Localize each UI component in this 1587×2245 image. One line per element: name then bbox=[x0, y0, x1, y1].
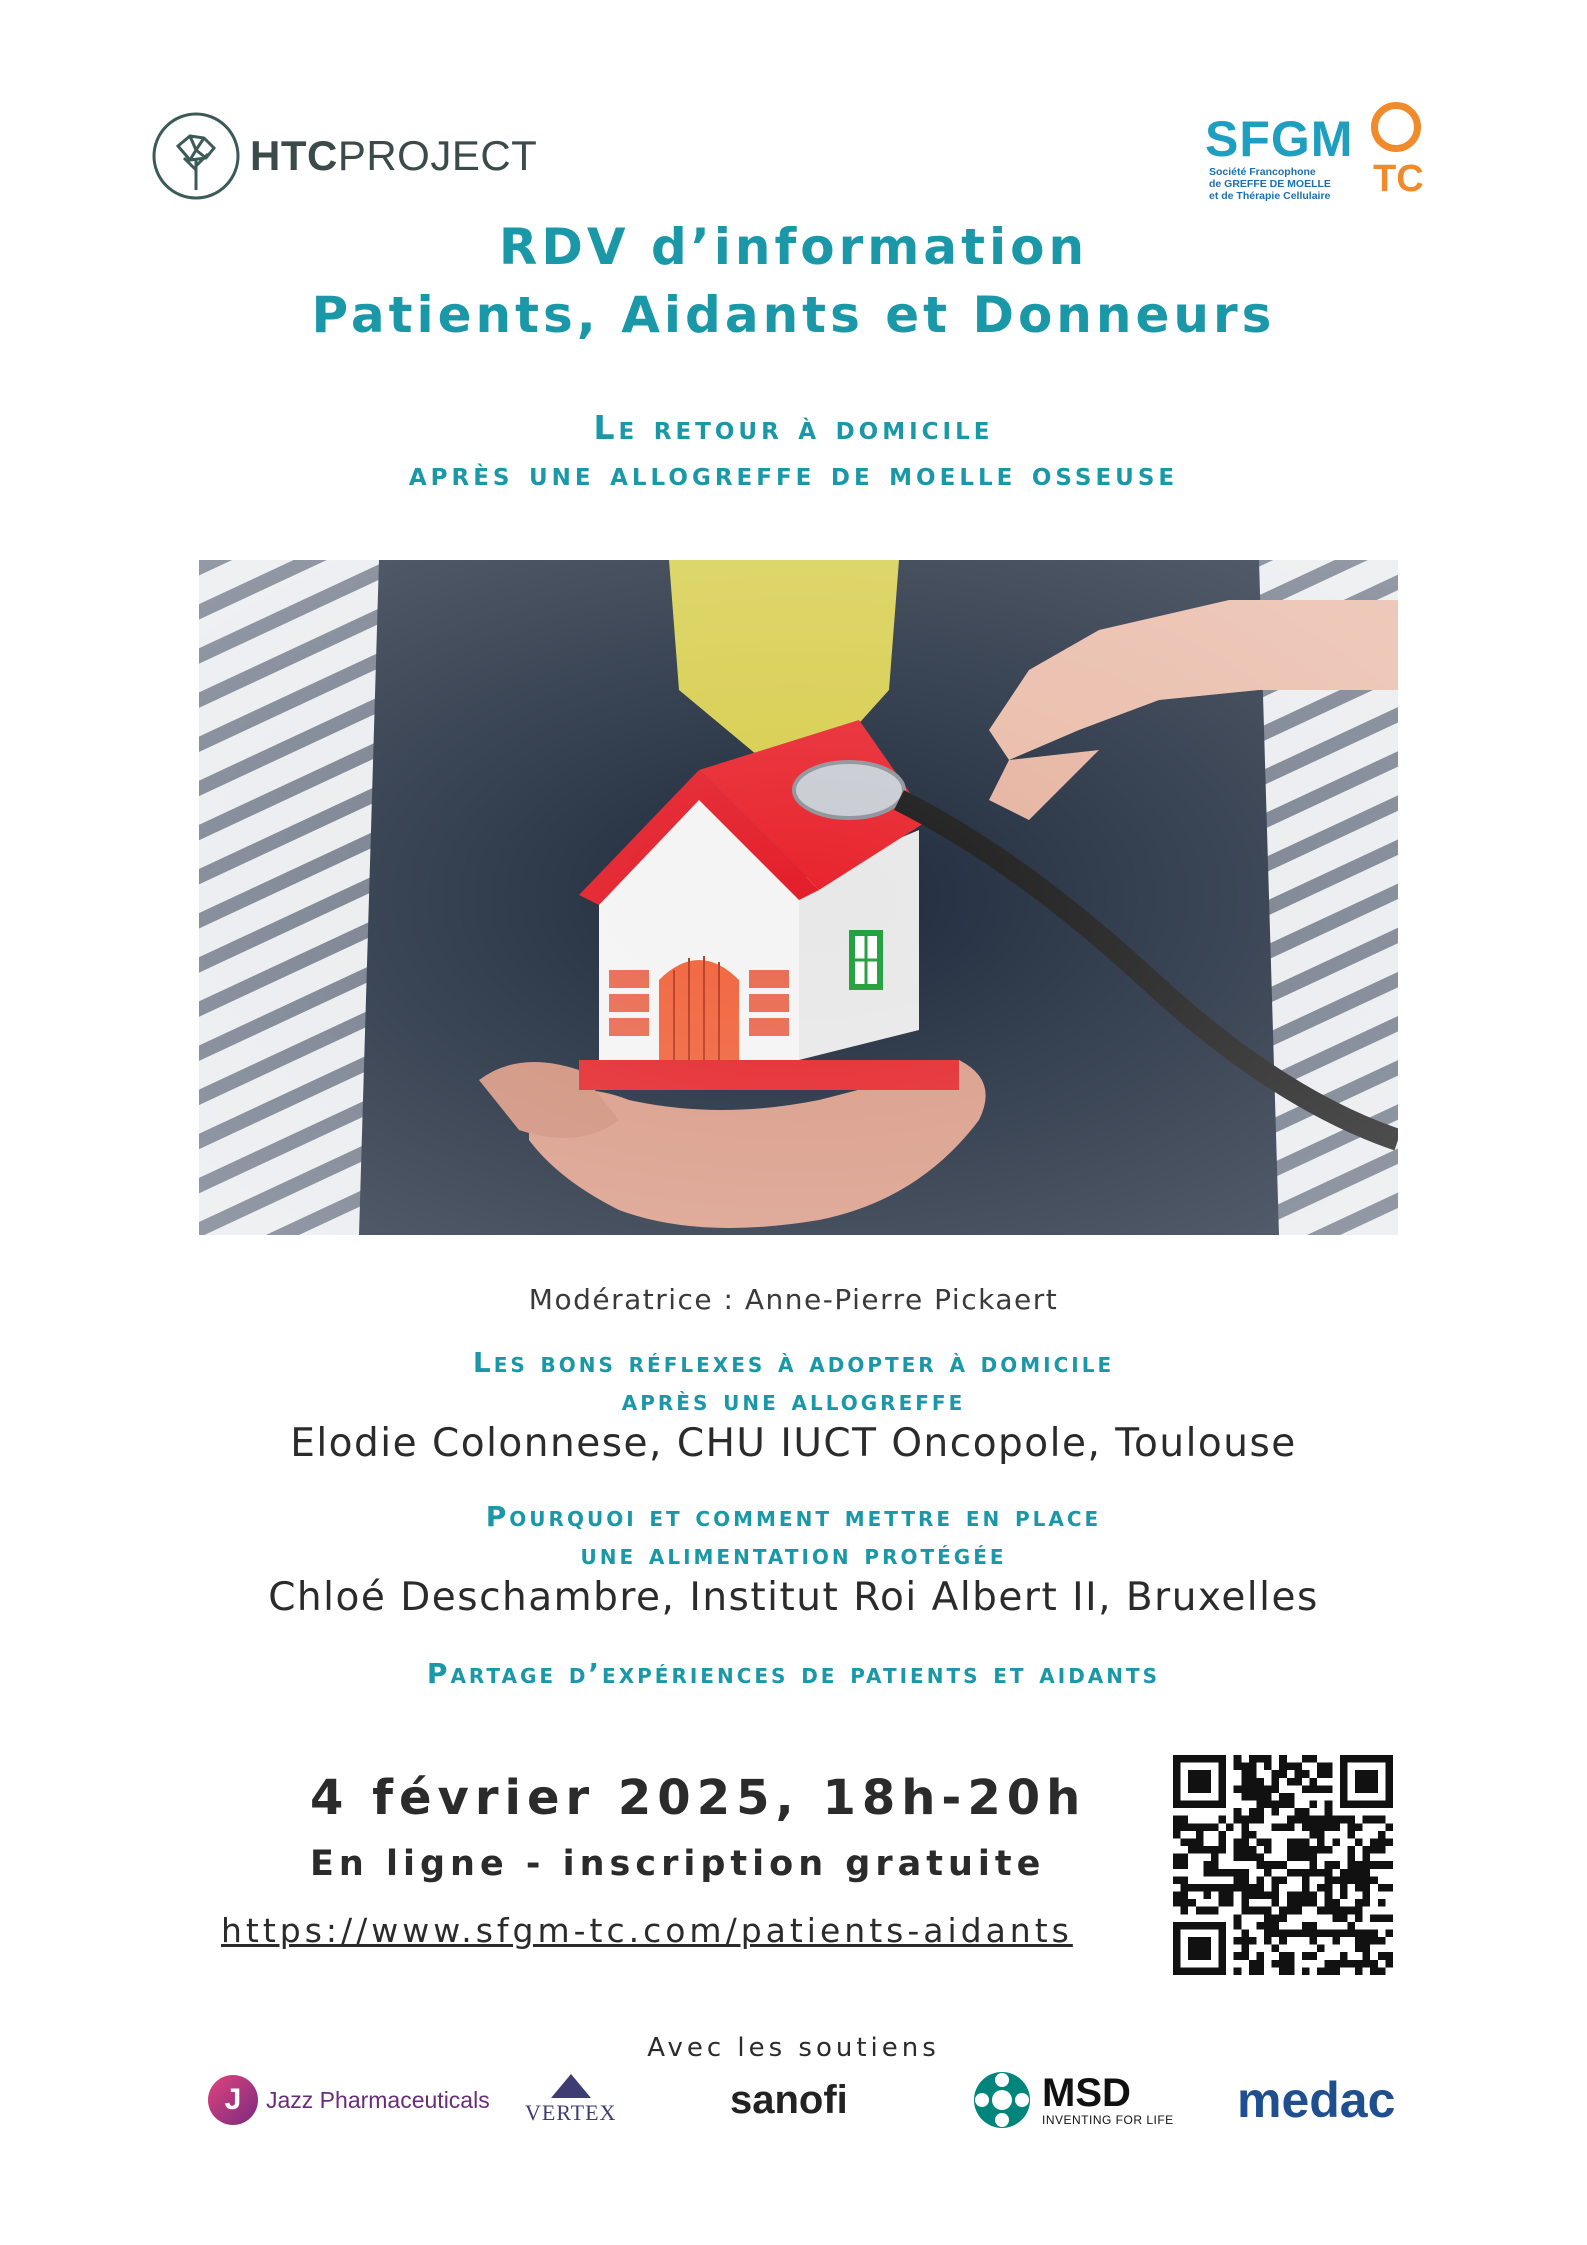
qr-code[interactable] bbox=[1173, 1755, 1393, 1975]
talk-1-title-line-1: Les bons réflexes à adopter à domicile bbox=[472, 1346, 1115, 1379]
talk-1-speaker: Elodie Colonnese, CHU IUCT Oncopole, Toulouse bbox=[290, 1421, 1297, 1466]
sponsors-label: Avec les soutiens bbox=[647, 2033, 940, 2063]
sfgm-ring-icon bbox=[1371, 102, 1421, 152]
tree-icon bbox=[150, 110, 242, 202]
qr-code-icon bbox=[1173, 1755, 1393, 1975]
hero-photo bbox=[199, 560, 1398, 1235]
htc-project-logo bbox=[150, 108, 550, 203]
sponsor-vertex bbox=[525, 2060, 616, 2140]
jazz-logo-icon: J bbox=[208, 2075, 258, 2125]
talk-2-title-line-1: Pourquoi et comment mettre en place bbox=[485, 1500, 1102, 1533]
sfgm-tc-logo bbox=[1205, 100, 1445, 210]
registration-link[interactable]: https://www.sfgm-tc.com/patients-aidants bbox=[221, 1911, 1073, 1950]
sponsor-sanofi bbox=[730, 2060, 848, 2140]
moderator: Modératrice : Anne-Pierre Pickaert bbox=[528, 1283, 1059, 1316]
msd-logo-icon bbox=[972, 2070, 1032, 2130]
subtitle-line-2: après une allogreffe de moelle osseuse bbox=[408, 454, 1179, 493]
htc-logo-light: PROJECT bbox=[337, 131, 538, 179]
sanofi-logo-text: sanofi bbox=[730, 2077, 848, 2122]
sfgm-tc-text: TC bbox=[1373, 158, 1424, 200]
vertex-triangle-icon bbox=[551, 2074, 591, 2098]
htc-logo-bold: HTC bbox=[250, 131, 338, 179]
jazz-logo-text: Jazz Pharmaceuticals bbox=[266, 2086, 490, 2113]
msd-tagline: INVENTING FOR LIFE bbox=[1042, 2113, 1174, 2127]
medac-logo-text: medac bbox=[1237, 2072, 1396, 2128]
talk-1-title-line-2: après une allogreffe bbox=[621, 1384, 966, 1417]
talk-2-title-line-2: une alimentation protégée bbox=[580, 1538, 1007, 1571]
sponsor-msd bbox=[972, 2060, 1174, 2140]
sfgm-logo-subtitle bbox=[1209, 166, 1331, 202]
talk-3-title: Partage d’expériences de patients et aidants bbox=[426, 1657, 1161, 1690]
subtitle-line-1: Le retour à domicile bbox=[593, 408, 994, 447]
sfgm-line-1: Société Francophone bbox=[1209, 166, 1316, 178]
house-stethoscope-image bbox=[199, 560, 1398, 1235]
title-line-1: RDV d’information bbox=[498, 218, 1089, 276]
talk-2-speaker: Chloé Deschambre, Institut Roi Albert II, Bruxelles bbox=[268, 1575, 1319, 1620]
sfgm-logo-text: SFGM bbox=[1205, 111, 1354, 167]
title-line-2: Patients, Aidants et Donneurs bbox=[311, 286, 1276, 344]
event-mode: En ligne - inscription gratuite bbox=[310, 1844, 1046, 1884]
msd-logo-text: MSD bbox=[1042, 2071, 1131, 2115]
sfgm-line-2: de GREFFE DE MOELLE bbox=[1209, 178, 1331, 190]
event-date: 4 février 2025, 18h-20h bbox=[310, 1770, 1087, 1826]
vertex-logo-text: VERTEX bbox=[525, 2100, 617, 2125]
sponsor-medac bbox=[1237, 2060, 1395, 2140]
sfgm-line-3: et de Thérapie Cellulaire bbox=[1209, 190, 1331, 202]
sponsor-jazz bbox=[208, 2060, 490, 2140]
